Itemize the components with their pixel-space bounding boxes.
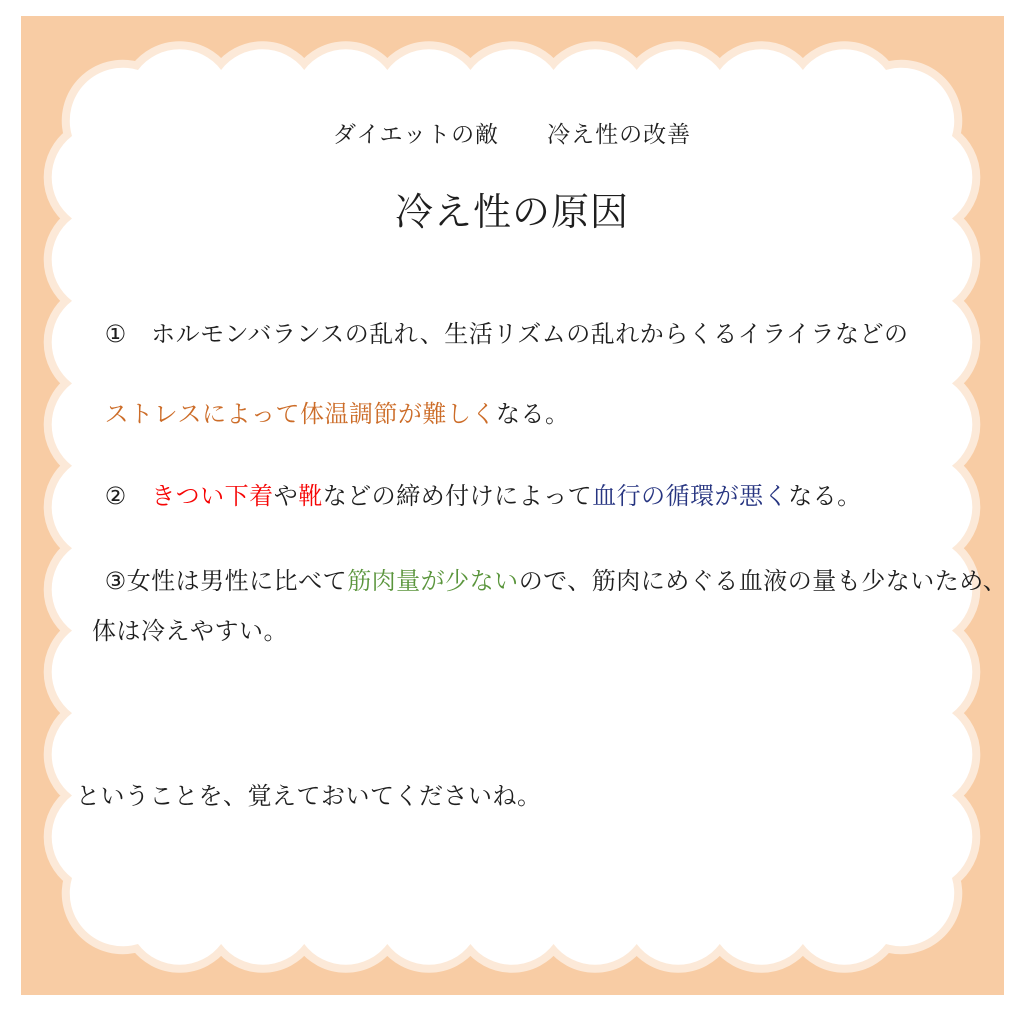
point3-text1: ③女性は男性に比べて (104, 568, 348, 595)
point1-line1-text: ① ホルモンバランスの乱れ、生活リズムの乱れからくるイライラなどの (104, 321, 909, 348)
point2-line (76, 452, 862, 542)
point2-highlight-blue: 血行の循環が悪く (592, 483, 789, 510)
point3-text2: ので、筋肉にめぐる血液の量も少ないため、 (518, 568, 1008, 595)
closing-line: ということを、覚えておいてくださいね。 (76, 783, 542, 810)
page-title: 冷え性の原因 (394, 192, 629, 234)
point1-line1 (76, 290, 909, 380)
point2-highlight-red1: きつい下着 (151, 483, 274, 510)
point2-text2: などの締め付けによって (322, 483, 593, 510)
point1-line2-rest: なる。 (495, 401, 570, 428)
point1-highlight-orange: ストレスによって体温調節が難しく (104, 401, 496, 428)
point2-text3: なる。 (788, 483, 862, 510)
tagline: ダイエットの敵 冷え性の改善 (332, 121, 692, 147)
point1-line2 (76, 370, 569, 460)
point3-line1 (76, 537, 1007, 627)
point3-highlight-green: 筋肉量が少ない (347, 568, 519, 595)
point2-highlight-red2: 靴 (298, 483, 323, 510)
point2-number: ② (104, 483, 152, 510)
point2-text1: や (273, 483, 299, 510)
point3-line2: 体は冷えやすい。 (92, 618, 288, 645)
